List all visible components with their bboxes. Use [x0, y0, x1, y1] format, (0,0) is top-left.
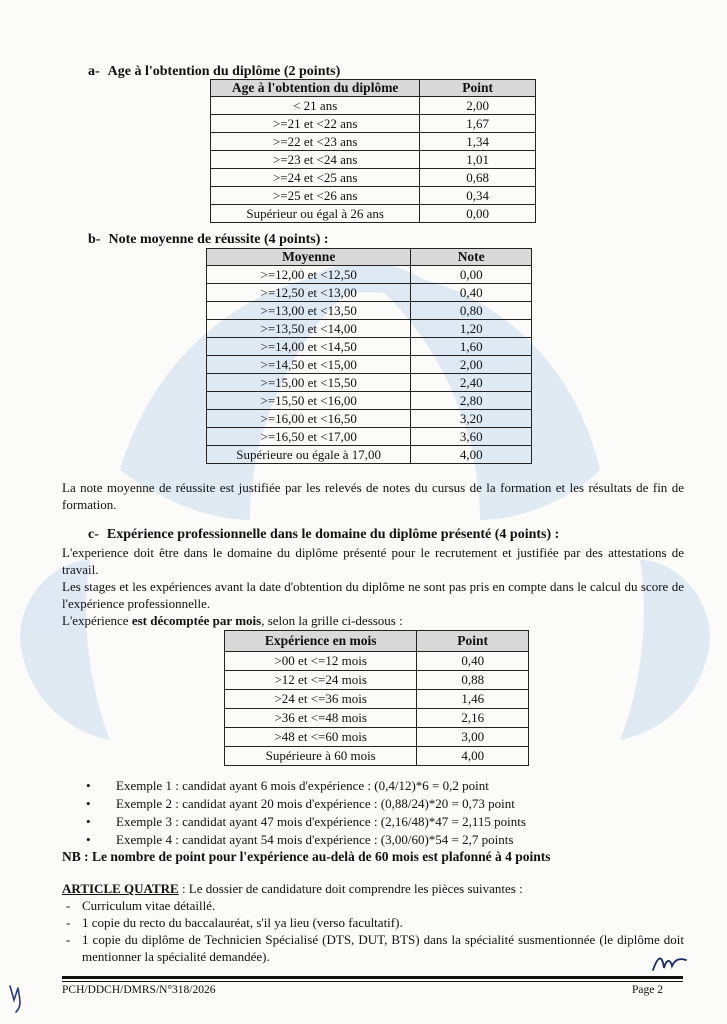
document-item-text: 1 copie du diplôme de Technicien Spécialisé (DTS, DUT, BTS) dans la spécialité susmentionnée (le diplôme doit mentionner la spécialité demandée).: [82, 932, 684, 964]
table-row: [207, 266, 532, 284]
table-cell: >00 et <=12 mois: [225, 652, 417, 671]
table-cell: 2,00: [411, 356, 532, 374]
table-cell: 0,80: [411, 302, 532, 320]
table-cell: 3,60: [411, 428, 532, 446]
bullet-icon: •: [86, 832, 91, 847]
bullet-icon: •: [86, 814, 91, 829]
table-row: [225, 728, 529, 747]
experience-paragraph-3: [62, 612, 684, 629]
table-cell: >=14,00 et <14,50: [207, 338, 411, 356]
signature-initials: [650, 950, 690, 976]
table-cell: >=16,00 et <16,50: [207, 410, 411, 428]
table-cell: 1,20: [411, 320, 532, 338]
table-cell: 0,88: [417, 671, 529, 690]
table-cell: 1,46: [417, 690, 529, 709]
table-row: [211, 97, 536, 115]
example-text: Exemple 2 : candidat ayant 20 mois d'expérience : (0,88/24)*20 = 0,73 point: [116, 796, 515, 811]
table-cell: 0,00: [420, 205, 536, 223]
table-row: [211, 169, 536, 187]
table-cell: 3,20: [411, 410, 532, 428]
dash-icon: -: [66, 915, 71, 930]
dash-icon: -: [66, 898, 71, 913]
column-header: Age à l'obtention du diplôme: [211, 80, 420, 97]
column-header: Note: [411, 249, 532, 266]
table-row: [225, 747, 529, 766]
table-cell: >=15,50 et <16,00: [207, 392, 411, 410]
list-item: [66, 914, 684, 931]
table-cell: >=15,00 et <15,50: [207, 374, 411, 392]
table-cell: 0,68: [420, 169, 536, 187]
average-note-paragraph: La note moyenne de réussite est justifiée par les relevés de notes du cursus de la formation et les résultats de fin de formation.: [62, 480, 684, 512]
table-cell: Supérieure ou égale à 17,00: [207, 446, 411, 464]
table-header-row: [211, 80, 536, 97]
section-a-label: a-: [88, 64, 100, 79]
table-row: [207, 428, 532, 446]
table-cell: 2,16: [417, 709, 529, 728]
paragraph-bold-text: est décomptée par mois: [131, 613, 262, 628]
section-c-label: c-: [88, 527, 99, 542]
table-row: [225, 690, 529, 709]
table-row: [207, 338, 532, 356]
table-row: [225, 671, 529, 690]
table-cell: 2,00: [420, 97, 536, 115]
table-row: [211, 133, 536, 151]
paragraph-text: L'expérience: [62, 613, 132, 628]
section-c-title: Expérience professionnelle dans le domaine du diplôme présenté (4 points) :: [106, 527, 560, 542]
table-cell: >=24 et <25 ans: [211, 169, 420, 187]
column-header: Expérience en mois: [225, 631, 417, 652]
table-row: [207, 284, 532, 302]
table-cell: >24 et <=36 mois: [225, 690, 417, 709]
table-cell: 4,00: [417, 747, 529, 766]
nb-note: NB : Le nombre de point pour l'expérience au-delà de 60 mois est plafonné à 4 points: [62, 849, 551, 864]
table-row: [225, 652, 529, 671]
table-row: [207, 410, 532, 428]
column-header: Moyenne: [207, 249, 411, 266]
list-item: [66, 897, 684, 914]
table-cell: >=12,00 et <12,50: [207, 266, 411, 284]
page-number: Page 2: [632, 984, 663, 996]
table-cell: >=14,50 et <15,00: [207, 356, 411, 374]
table-cell: 0,00: [411, 266, 532, 284]
table-row: [211, 205, 536, 223]
example-text: Exemple 4 : candidat ayant 54 mois d'expérience : (3,00/60)*54 = 2,7 points: [116, 832, 514, 847]
margin-initials: [6, 980, 28, 1016]
table-row: [207, 320, 532, 338]
table-cell: >=12,50 et <13,00: [207, 284, 411, 302]
table-header-row: [207, 249, 532, 266]
example-text: Exemple 3 : candidat ayant 47 mois d'expérience : (2,16/48)*47 = 2,115 points: [116, 814, 526, 829]
table-cell: 2,80: [411, 392, 532, 410]
table-row: [207, 374, 532, 392]
list-item: [86, 831, 513, 848]
list-item: [86, 795, 515, 812]
age-table: [210, 79, 536, 223]
table-row: [207, 302, 532, 320]
column-header: Point: [420, 80, 536, 97]
footer-rule: [62, 981, 683, 982]
section-b-label: b-: [88, 232, 101, 247]
article-four-title: ARTICLE QUATRE: [62, 881, 179, 896]
document-item-text: 1 copie du recto du baccalauréat, s'il ya lieu (verso facultatif).: [82, 915, 403, 930]
table-row: [225, 709, 529, 728]
table-cell: >=16,50 et <17,00: [207, 428, 411, 446]
table-cell: 1,60: [411, 338, 532, 356]
section-a-heading: [88, 64, 340, 80]
bullet-icon: •: [86, 796, 91, 811]
table-row: [211, 187, 536, 205]
table-row: [211, 151, 536, 169]
experience-paragraph-2: Les stages et les expériences avant la date d'obtention du diplôme ne sont pas pris en compte dans le calcul du score de l'expérience professionnelle.: [62, 579, 684, 611]
article-four-intro: [62, 880, 684, 897]
list-item: [86, 777, 489, 794]
table-cell: 4,00: [411, 446, 532, 464]
section-a-title: Age à l'obtention du diplôme (2 points): [107, 64, 341, 79]
section-b-title: Note moyenne de réussite (4 points) :: [108, 232, 329, 247]
table-cell: >48 et <=60 mois: [225, 728, 417, 747]
table-row: [211, 115, 536, 133]
table-cell: 3,00: [417, 728, 529, 747]
paragraph-text: , selon la grille ci-dessous :: [261, 613, 403, 628]
table-cell: >=25 et <26 ans: [211, 187, 420, 205]
table-header-row: [225, 631, 529, 652]
section-c-heading: [88, 527, 559, 543]
table-cell: 1,67: [420, 115, 536, 133]
table-cell: >=13,50 et <14,00: [207, 320, 411, 338]
table-cell: >=22 et <23 ans: [211, 133, 420, 151]
average-table: [206, 248, 532, 464]
table-cell: >12 et <=24 mois: [225, 671, 417, 690]
table-cell: >=23 et <24 ans: [211, 151, 420, 169]
table-cell: 1,01: [420, 151, 536, 169]
example-text: Exemple 1 : candidat ayant 6 mois d'expérience : (0,4/12)*6 = 0,2 point: [116, 778, 489, 793]
table-row: [207, 392, 532, 410]
article-four-intro-text: : Le dossier de candidature doit comprendre les pièces suivantes :: [178, 881, 523, 896]
table-cell: < 21 ans: [211, 97, 420, 115]
table-cell: 1,34: [420, 133, 536, 151]
table-row: [207, 446, 532, 464]
table-row: [207, 356, 532, 374]
table-cell: >=13,00 et <13,50: [207, 302, 411, 320]
column-header: Point: [417, 631, 529, 652]
list-item: [66, 931, 684, 965]
experience-paragraph-1: L'experience doit être dans le domaine du diplôme présenté pour le recrutement et justifiée par des attestations de travail.: [62, 545, 684, 577]
table-cell: >36 et <=48 mois: [225, 709, 417, 728]
bullet-icon: •: [86, 778, 91, 793]
experience-table: [224, 630, 529, 766]
footer-rule: [62, 976, 683, 979]
section-b-heading: [88, 232, 329, 248]
table-cell: 0,34: [420, 187, 536, 205]
list-item: [86, 813, 526, 830]
dash-icon: -: [66, 932, 71, 947]
table-cell: >=21 et <22 ans: [211, 115, 420, 133]
document-reference: PCH/DDCH/DMRS/N°318/2026: [62, 984, 216, 996]
table-cell: 0,40: [411, 284, 532, 302]
table-cell: Supérieure à 60 mois: [225, 747, 417, 766]
document-item-text: Curriculum vitae détaillé.: [82, 898, 216, 913]
table-cell: Supérieur ou égal à 26 ans: [211, 205, 420, 223]
table-cell: 2,40: [411, 374, 532, 392]
table-cell: 0,40: [417, 652, 529, 671]
